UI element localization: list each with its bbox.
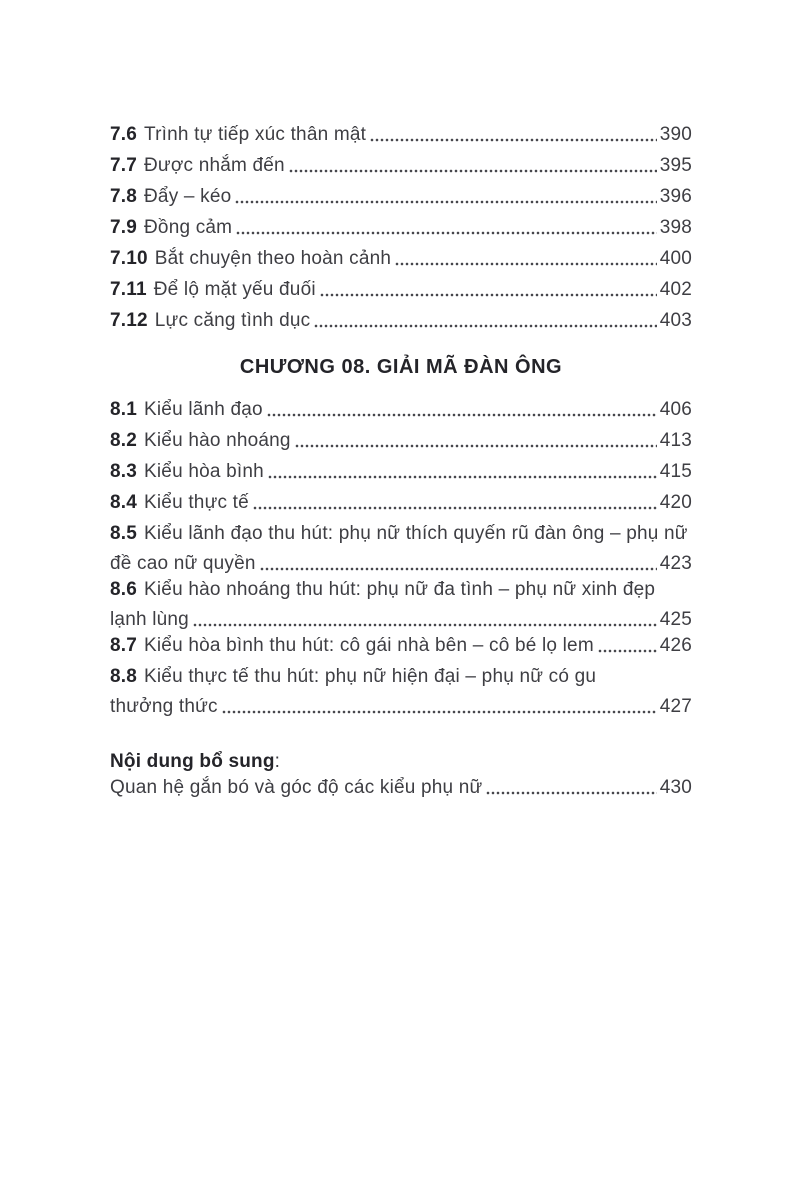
page-number: 430: [659, 777, 692, 798]
toc-entry-line: [110, 310, 692, 332]
dot-leader: [236, 231, 656, 235]
toc-section-chapter7: [110, 124, 692, 332]
dot-leader: [253, 506, 657, 510]
entry-number: 7.9: [110, 217, 138, 238]
toc-entry-line: [110, 186, 692, 208]
toc-entry-line: [110, 666, 692, 688]
page-number: 400: [659, 248, 692, 269]
entry-title: Kiểu hòa bình thu hút: cô gái nhà bên – cô bé lọ lem: [144, 635, 594, 656]
toc-entry: [110, 461, 692, 483]
entry-number: 8.5: [110, 523, 138, 544]
entry-number: 8.7: [110, 635, 138, 656]
toc-entry-list: [110, 124, 692, 332]
dot-leader: [395, 262, 657, 266]
dot-leader: [268, 475, 657, 479]
page-number: 403: [659, 310, 692, 331]
toc-section-supplement: [110, 751, 692, 799]
toc-entry-line: [110, 523, 692, 545]
toc-entry-line: [110, 124, 692, 146]
entry-number: 7.11: [110, 279, 147, 300]
entry-number: 8.4: [110, 492, 138, 513]
supplement-label-colon: :: [274, 751, 281, 772]
toc-entry: [110, 399, 692, 421]
dot-leader: [598, 649, 657, 653]
dot-leader: [295, 444, 657, 448]
toc-section-chapter8: [110, 355, 692, 718]
toc-entry-line: [110, 430, 692, 452]
toc-entry-line: [110, 279, 692, 301]
entry-number: 7.12: [110, 310, 148, 331]
entry-title: Kiểu hòa bình: [144, 461, 264, 482]
toc-entry: [110, 777, 692, 799]
dot-leader: [314, 324, 656, 328]
toc-entry-line: [110, 696, 692, 718]
entry-title: Kiểu lãnh đạo thu hút: phụ nữ thích quyến rũ đàn ông – phụ nữ: [144, 523, 688, 544]
toc-entry: [110, 666, 692, 718]
entry-number: 7.10: [110, 248, 148, 269]
toc-entry: [110, 248, 692, 270]
toc-entry: [110, 430, 692, 452]
toc-entry-line: [110, 553, 692, 575]
supplement-label: [110, 751, 692, 773]
entry-number: 7.8: [110, 186, 138, 207]
toc-entry-list: [110, 777, 692, 799]
page-number: 415: [659, 461, 692, 482]
toc-entry-line: [110, 777, 692, 799]
toc-entry: [110, 523, 692, 575]
entry-number: 8.2: [110, 430, 138, 451]
toc-entry-line: [110, 492, 692, 514]
dot-leader: [370, 138, 657, 142]
entry-title: Đồng cảm: [144, 217, 233, 238]
toc-entry: [110, 186, 692, 208]
entry-number: 8.6: [110, 579, 138, 600]
dot-leader: [260, 567, 657, 571]
chapter-heading: CHƯƠNG 08. GIẢI MÃ ĐÀN ÔNG: [239, 356, 563, 378]
entry-title: Trình tự tiếp xúc thân mật: [144, 124, 367, 145]
toc-entry-list: [110, 399, 692, 718]
entry-number: 8.8: [110, 666, 138, 687]
dot-leader: [235, 200, 656, 204]
toc-entry-line: [110, 579, 692, 601]
toc-entry: [110, 635, 692, 657]
toc-entry-line: [110, 609, 692, 631]
entry-number: 7.7: [110, 155, 138, 176]
page-number: 390: [659, 124, 692, 145]
dot-leader: [486, 791, 656, 795]
entry-title: Bắt chuyện theo hoàn cảnh: [154, 248, 392, 269]
toc-entry-line: [110, 461, 692, 483]
toc-entry: [110, 217, 692, 239]
entry-title: Kiểu thực tế thu hút: phụ nữ hiện đại – phụ nữ có gu: [144, 666, 597, 687]
page-number: 406: [659, 399, 692, 420]
page-number: 398: [659, 217, 692, 238]
page-number: 413: [659, 430, 692, 451]
page-number: 395: [659, 155, 692, 176]
toc-entry-line: [110, 635, 692, 657]
page-number: 427: [659, 696, 692, 717]
entry-number: 7.6: [110, 124, 138, 145]
dot-leader: [267, 413, 657, 417]
entry-title: Để lộ mặt yếu đuối: [153, 279, 316, 300]
entry-title-continued: thưởng thức: [110, 696, 218, 717]
toc-entry: [110, 279, 692, 301]
page-number: 402: [659, 279, 692, 300]
supplement-label-text: Nội dung bổ sung: [110, 751, 275, 772]
table-of-contents: [110, 124, 692, 799]
page-number: 426: [659, 635, 692, 656]
entry-title: Lực căng tình dục: [154, 310, 311, 331]
page-number: 396: [659, 186, 692, 207]
page-number: 423: [659, 553, 692, 574]
entry-title: Được nhắm đến: [144, 155, 285, 176]
toc-entry: [110, 155, 692, 177]
entry-title-continued: lạnh lùng: [110, 609, 189, 630]
entry-number: 8.1: [110, 399, 138, 420]
entry-title: Kiểu hào nhoáng: [144, 430, 291, 451]
page-number: 425: [659, 609, 692, 630]
toc-entry-line: [110, 399, 692, 421]
toc-entry-line: [110, 155, 692, 177]
page-number: 420: [659, 492, 692, 513]
entry-number: 8.3: [110, 461, 138, 482]
entry-title: Kiểu thực tế: [144, 492, 249, 513]
entry-title: Đẩy – kéo: [144, 186, 232, 207]
dot-leader: [289, 169, 657, 173]
dot-leader: [222, 710, 657, 714]
entry-title: Quan hệ gắn bó và góc độ các kiểu phụ nữ: [110, 777, 483, 798]
dot-leader: [320, 293, 657, 297]
toc-entry: [110, 124, 692, 146]
entry-title: Kiểu hào nhoáng thu hút: phụ nữ đa tình – phụ nữ xinh đẹp: [144, 579, 656, 600]
entry-title: Kiểu lãnh đạo: [144, 399, 263, 420]
toc-entry-line: [110, 248, 692, 270]
dot-leader: [193, 623, 657, 627]
toc-entry: [110, 492, 692, 514]
toc-entry-line: [110, 217, 692, 239]
entry-title-continued: đề cao nữ quyền: [110, 553, 256, 574]
toc-entry: [110, 579, 692, 631]
toc-entry: [110, 310, 692, 332]
